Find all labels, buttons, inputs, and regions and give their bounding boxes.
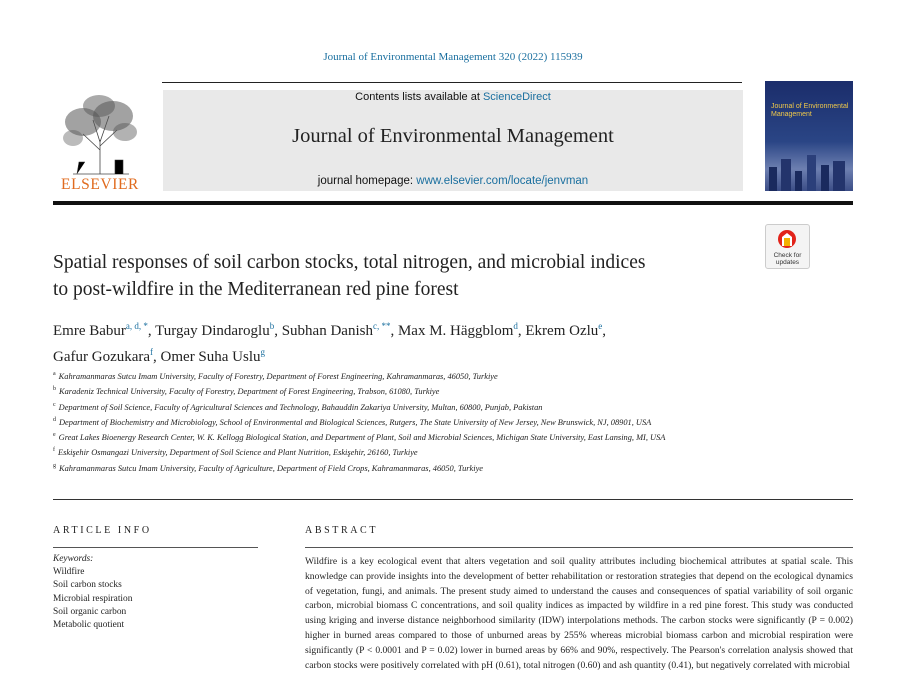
header-divider [53, 201, 853, 205]
abstract-heading: ABSTRACT [305, 525, 379, 536]
abstract-rule [305, 547, 853, 548]
keywords-list [53, 553, 258, 632]
keywords-label: Keywords: [53, 554, 94, 564]
author-list: Emre Babur$^{a, d, *}$, Turgay Dindaroglu$^b$, Subhan Danish$^{c, **}$, Max M. Häggblom$^d$, Ekrem Ozlu$^e$, Gafur Gozukara$^f$, Omer Suha Uslu$^g$ [53, 321, 607, 365]
author-affiliation-marker[interactable]: c, ** [372, 321, 391, 331]
abstract-body: Wildfire is a key ecological event that alters vegetation and soil quality attributes including biochemical attributes at spatial scale. This knowledge can provide insights into the development of better rehabilitation or restoration strategies that depend on the ecological dynamics of vegetation, fungi, and animals. The present study aimed to understand the causes and consequences of spatial variability of soil organic carbon, microbial biomass C concentrations, and soil quality indices as impacted by wildfire in a red pine forest. This study was conducted using kriging and inverse distance neighborhood similarity (IDW) interpolations methods. The carbon stocks were significantly (P = 0.002) higher in burned areas compared to those of unburned areas by 255% whereas microbial biomass carbon and microbial respiration were significantly (P < 0.0001 and P = 0.02) lower in burned areas by 66% and 90%, respectively. The Pearson's correlation analysis showed that carbon stocks were positively correlated with pH (0.61), total nitrogen (0.60) and ash quantity (0.41), but negatively correlated with microbial [305, 556, 853, 671]
sciencedirect-link[interactable]: ScienceDirect [482, 91, 551, 103]
journal-citation[interactable]: Journal of Environmental Management 320 (2022) 115939 [323, 51, 583, 63]
article-info-rule [53, 547, 258, 548]
article-title-line1: Spatial responses of soil carbon stocks, total nitrogen, and microbial indices [53, 252, 646, 273]
author-name[interactable]: Subhan Danish [281, 323, 373, 339]
author-name[interactable]: Turgay Dindaroglu [155, 323, 270, 339]
affiliation-item: $^b$ Karadeniz Technical University, Faculty of Forestry, Department of Forest Engineering, Trabson, 61080, Turkiye [53, 386, 440, 397]
author-affiliation-marker[interactable]: a, d, * [125, 321, 148, 331]
keyword-item: Wildfire [53, 567, 85, 578]
keyword-item: Microbial respiration [53, 593, 133, 604]
cover-label: Journal of Environmental Management [771, 103, 849, 118]
article-title [53, 249, 753, 303]
journal-cover-image[interactable] [765, 81, 853, 191]
elsevier-wordmark: ELSEVIER [61, 176, 139, 193]
author-name[interactable]: Emre Babur [53, 323, 126, 339]
contents-line [163, 91, 743, 103]
author-affiliation-marker[interactable]: g [260, 347, 266, 357]
author-name[interactable]: Ekrem Ozlu [525, 323, 599, 339]
affiliation-item: $^d$ Department of Biochemistry and Microbiology, School of Environmental and Biological Sciences, Rutgers, The State University of New Jersey, New Brunswick, NJ, 08901, USA [53, 416, 652, 427]
elsevier-tree-logo [53, 90, 147, 176]
contents-prefix: Contents lists available at [355, 91, 483, 103]
affiliation-item: $^g$ Kahramanmaras Sutcu Imam University, Faculty of Agriculture, Department of Field Crops, Kahramanmaras, 46050, Turkiye [53, 462, 483, 473]
journal-title: Journal of Environmental Management [292, 125, 614, 147]
author-affiliation-marker[interactable]: f [150, 347, 154, 357]
keyword-item: Metabolic quotient [53, 620, 125, 631]
article-title-line2: to post-wildfire in the Mediterranean red pine forest [53, 279, 459, 300]
author-name[interactable]: Gafur Gozukara [53, 349, 151, 365]
affiliation-item: $^a$ Kahramanmaras Sutcu Imam University, Faculty of Forestry, Department of Forest Engineering, Kahramanmaras, 46050, Turkiye [53, 371, 498, 381]
check-for-updates-button[interactable] [765, 224, 810, 269]
check-updates-label: Check for updates [773, 252, 802, 266]
homepage-link[interactable]: www.elsevier.com/locate/jenvman [416, 175, 589, 187]
affiliation-item: $^c$ Department of Soil Science, Faculty of Agricultural Sciences and Technology, Bahauddin Zakariya University, Multan, 60800, Punjab, Pakistan [53, 401, 543, 412]
author-name[interactable]: Max M. Häggblom [397, 323, 514, 339]
homepage-line [163, 175, 743, 187]
cover-skyline-graphic [765, 149, 853, 191]
journal-header [163, 90, 743, 191]
author-name[interactable]: Omer Suha Uslu [160, 349, 261, 365]
publisher-logo [53, 90, 147, 194]
check-updates-icon [777, 229, 797, 251]
section-divider [53, 499, 853, 500]
keyword-item: Soil organic carbon [53, 606, 127, 617]
affiliation-list [53, 368, 753, 475]
author-affiliation-marker[interactable]: e [598, 321, 603, 331]
author-affiliation-marker[interactable]: d [513, 321, 518, 331]
homepage-prefix: journal homepage: [317, 175, 417, 187]
affiliation-item: $^f$ Eskişehir Osmangazi University, Department of Soil Science and Plant Nutrition, Eskişehir, 26160, Turkiye [53, 447, 418, 458]
affiliation-item: $^e$ Great Lakes Bioenergy Research Center, W. K. Kellogg Biological Station, and Department of Plant, Soil and Microbial Sciences, Michigan State University, East Lansing, MI, USA [53, 432, 666, 442]
article-info-heading: ARTICLE INFO [53, 525, 152, 536]
top-rule [162, 82, 742, 83]
author-affiliation-marker[interactable]: b [269, 321, 275, 331]
keyword-item: Soil carbon stocks [53, 580, 122, 591]
